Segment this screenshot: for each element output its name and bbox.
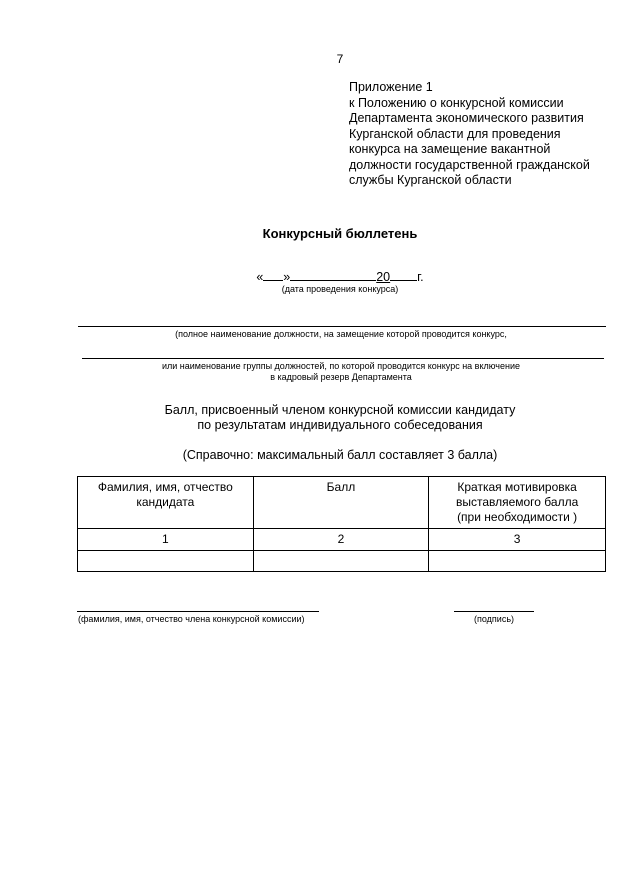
appendix-line: Приложение 1 [349,80,433,94]
score-heading-line: по результатам индивидуального собеседования [197,418,483,432]
signature-line[interactable] [454,611,534,612]
score-table [77,476,606,572]
year-prefix: 20 [376,270,391,284]
appendix-block [349,80,629,189]
position-caption-2: или наименование группы должностей, по которой проводится конкурс на включение [161,361,521,371]
day-blank[interactable] [263,268,283,281]
appendix-line: службы Курганской области [349,173,512,187]
score-heading [0,403,640,433]
reference-note: (Справочно: максимальный балл составляет 3 балла) [182,448,498,462]
month-blank[interactable] [290,268,376,281]
score-cell[interactable] [253,551,429,572]
date-field[interactable] [0,268,640,284]
appendix-line: к Положению о конкурсной комиссии [349,95,564,110]
date-caption: (дата проведения конкурса) [281,284,399,294]
score-heading-line: Балл, присвоенный членом конкурсной комиссии кандидату [164,403,516,417]
position-line-1[interactable] [78,326,606,327]
header-candidate-name: Фамилия, имя, отчество кандидата [78,477,254,529]
table-header-row [78,477,606,529]
motivation-cell[interactable] [429,551,606,572]
table-row-column-numbers [78,529,606,551]
appendix-line: конкурса на замещение вакантной [349,142,551,156]
candidate-name-cell[interactable] [78,551,254,572]
table-row-empty[interactable] [78,551,606,572]
column-number: 3 [429,529,606,551]
appendix-line: Курганской области для проведения [349,126,561,141]
position-caption-3: в кадровый резерв Департамента [270,372,412,382]
member-name-line[interactable] [77,611,319,612]
page-number: 7 [336,52,344,66]
year-suffix: г. [417,270,424,284]
column-number: 1 [78,529,254,551]
signature-caption: (подпись) [473,614,515,624]
header-score: Балл [253,477,429,529]
position-caption-1: (полное наименование должности, на замещение которой проводится конкурс, [175,329,507,339]
date-close-quote: » [283,270,291,284]
document-title: Конкурсный бюллетень [262,226,418,241]
header-motivation: Краткая мотивировка выставляемого балла (при необходимости ) [429,477,606,529]
column-number: 2 [253,529,429,551]
appendix-line: должности государственной гражданской [349,157,590,172]
position-line-2[interactable] [82,358,604,359]
year-blank[interactable] [390,268,417,281]
appendix-line: Департамента экономического развития [349,111,584,125]
date-open-quote: « [256,270,264,284]
member-name-caption: (фамилия, имя, отчество члена конкурсной комиссии) [78,614,305,624]
